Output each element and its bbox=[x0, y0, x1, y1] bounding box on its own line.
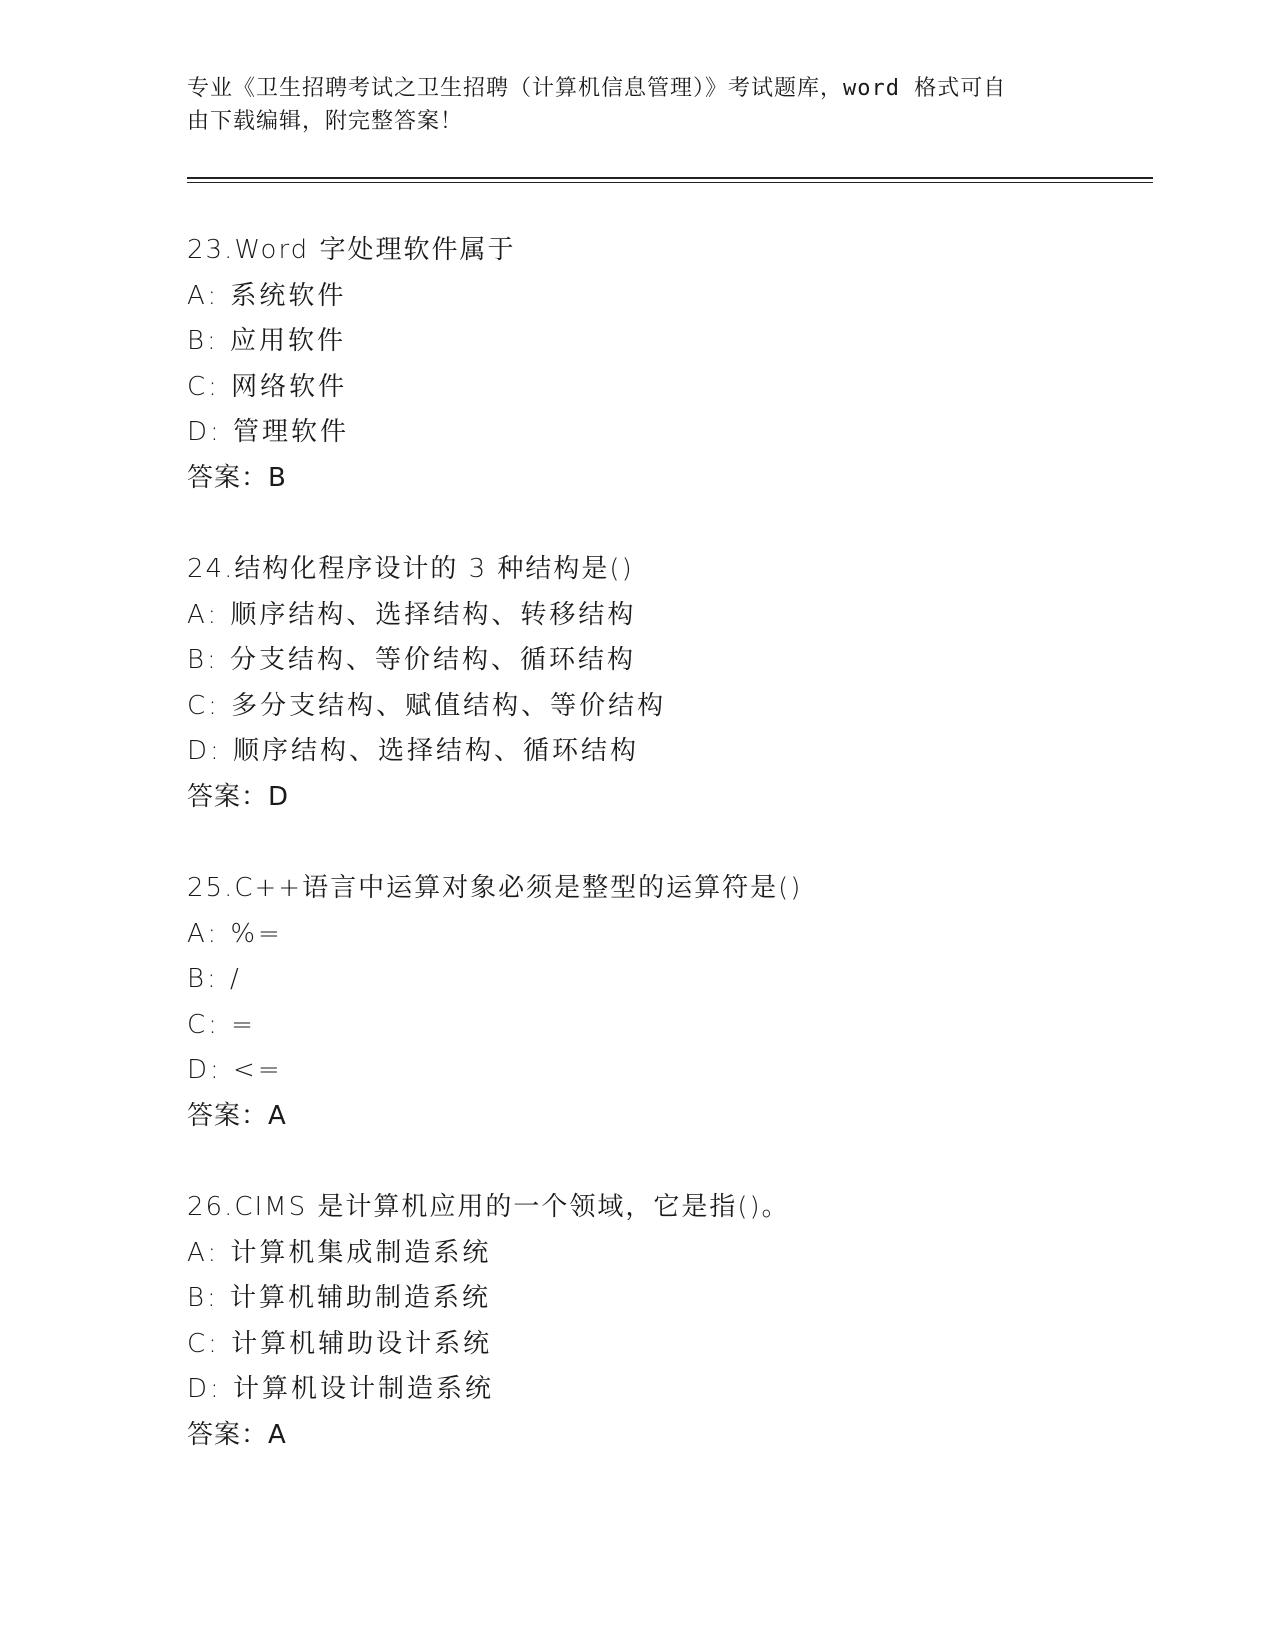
question-26 bbox=[187, 1185, 1087, 1458]
option-c: C: 多分支结构、赋值结构、等价结构 bbox=[187, 690, 667, 721]
document-header bbox=[187, 72, 1067, 138]
header-line-2: 由下载编辑，附完整答案！ bbox=[187, 109, 464, 134]
question-25 bbox=[187, 866, 1087, 1139]
option-b: B: / bbox=[187, 964, 242, 994]
question-stem: 23.Word 字处理软件属于 bbox=[187, 235, 516, 265]
option-d: D: 管理软件 bbox=[187, 417, 350, 447]
option-b: B: 分支结构、等价结构、循环结构 bbox=[187, 645, 637, 675]
option-a: A: %= bbox=[187, 918, 283, 949]
question-24 bbox=[187, 547, 1087, 820]
option-d: D: <= bbox=[187, 1055, 283, 1085]
question-stem: 24.结构化程序设计的 3 种结构是() bbox=[187, 554, 634, 584]
header-divider bbox=[187, 177, 1153, 183]
option-a: A: 系统软件 bbox=[187, 280, 347, 311]
question-23 bbox=[187, 228, 1087, 501]
option-c: C: = bbox=[187, 1009, 256, 1040]
answer: 答案：A bbox=[187, 1419, 287, 1450]
option-d: D: 计算机设计制造系统 bbox=[187, 1374, 495, 1404]
header-line-1: 专业《卫生招聘考试之卫生招聘（计算机信息管理）》考试题库，word 格式可自 bbox=[187, 76, 1007, 101]
option-b: B: 计算机辅助制造系统 bbox=[187, 1283, 492, 1313]
answer: 答案：D bbox=[187, 781, 290, 812]
option-b: B: 应用软件 bbox=[187, 326, 347, 356]
option-c: C: 计算机辅助设计系统 bbox=[187, 1328, 493, 1359]
answer: 答案：B bbox=[187, 462, 287, 493]
option-c: C: 网络软件 bbox=[187, 371, 348, 402]
option-a: A: 顺序结构、选择结构、转移结构 bbox=[187, 599, 637, 630]
option-d: D: 顺序结构、选择结构、循环结构 bbox=[187, 736, 640, 766]
question-stem: 26.CIMS 是计算机应用的一个领域，它是指()。 bbox=[187, 1192, 790, 1222]
option-a: A: 计算机集成制造系统 bbox=[187, 1237, 492, 1268]
answer: 答案：A bbox=[187, 1100, 287, 1131]
question-stem: 25.C++语言中运算对象必须是整型的运算符是() bbox=[187, 873, 803, 903]
